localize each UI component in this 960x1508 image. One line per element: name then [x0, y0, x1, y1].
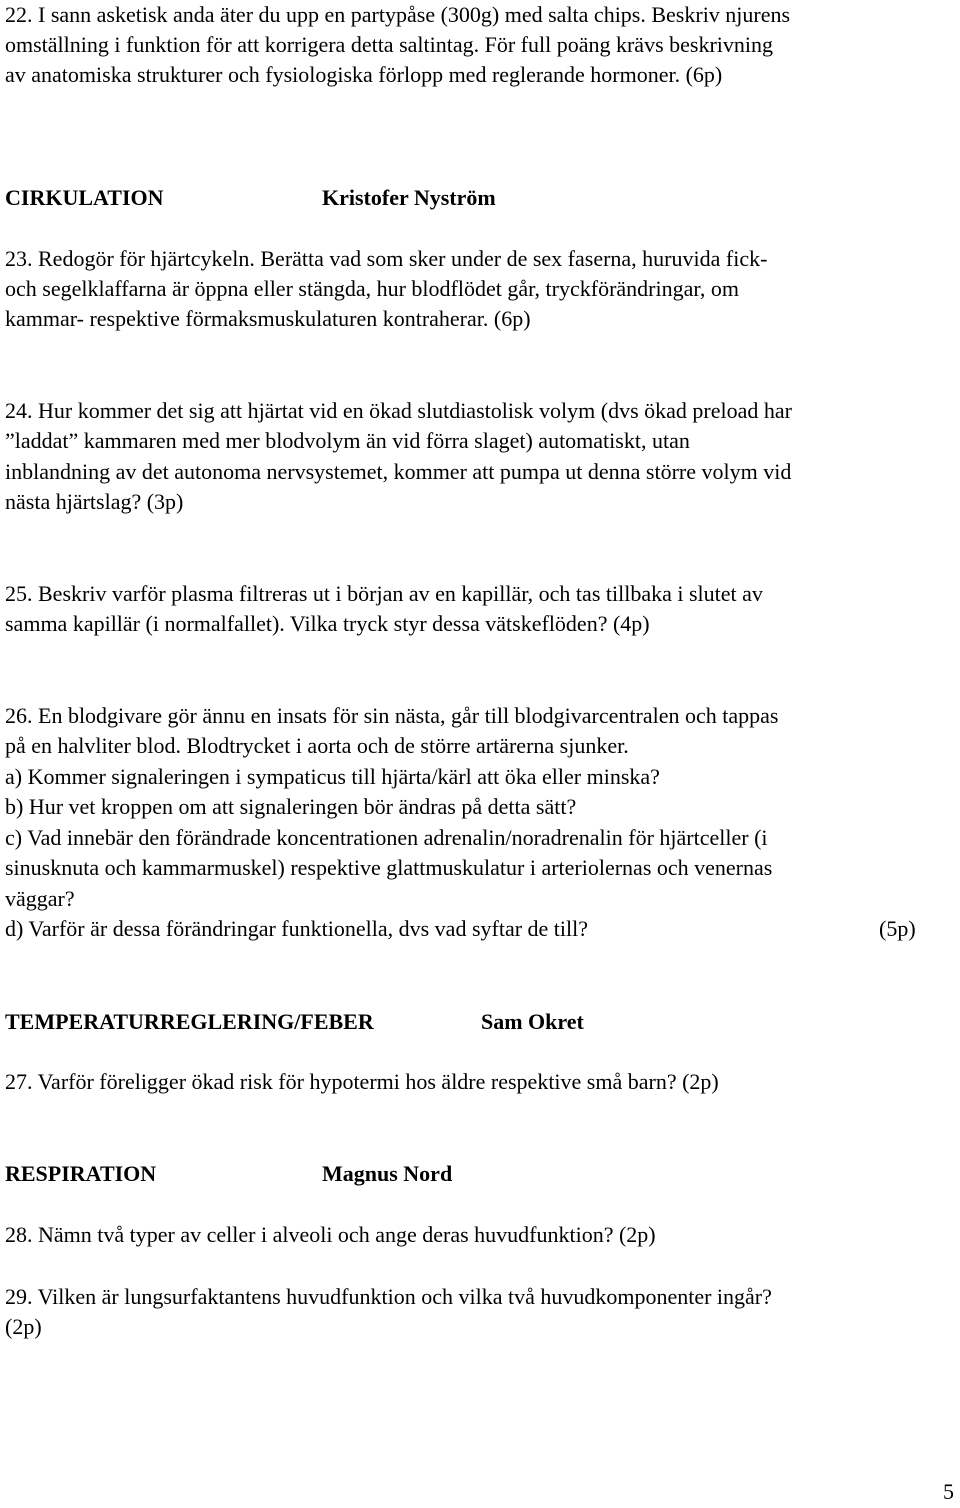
question-23-line-2: och segelklaffarna är öppna eller stängda, hur blodflödet går, tryckförändringar, om	[5, 276, 739, 301]
question-26-points: (5p)	[879, 916, 916, 941]
question-24-line-3: inblandning av det autonoma nervsystemet, kommer att pumpa ut denna större volym vid	[5, 459, 792, 484]
question-26-line-3: a) Kommer signaleringen i sympaticus till hjärta/kärl att öka eller minska?	[5, 764, 660, 789]
question-23-line-3: kammar- respektive förmaksmuskulaturen kontraherar. (6p)	[5, 306, 531, 331]
question-24-line-4: nästa hjärtslag? (3p)	[5, 489, 184, 514]
question-24-line-2: ”laddat” kammaren med mer blodvolym än vid förra slaget) automatiskt, utan	[5, 428, 690, 453]
question-26-line-2: på en halvliter blod. Blodtrycket i aorta och de större artärerna sjunker.	[5, 733, 629, 758]
question-23-line-1: 23. Redogör för hjärtcykeln. Berätta vad som sker under de sex faserna, huruvida fick-	[5, 246, 768, 271]
question-26-line-1: 26. En blodgivare gör ännu en insats för sin nästa, går till blodgivarcentralen och tappas	[5, 703, 779, 728]
section-title-temperaturreglering: TEMPERATURREGLERING/FEBER	[5, 1009, 374, 1034]
question-24-line-1: 24. Hur kommer det sig att hjärtat vid en ökad slutdiastolisk volym (dvs ökad preload har	[5, 398, 792, 423]
question-26-line-4: b) Hur vet kroppen om att signaleringen bör ändras på detta sätt?	[5, 794, 577, 819]
question-22-line-1: 22. I sann asketisk anda äter du upp en partypåse (300g) med salta chips. Beskriv njurens	[5, 2, 791, 27]
question-25-line-2: samma kapillär (i normalfallet). Vilka tryck styr dessa vätskeflöden? (4p)	[5, 611, 650, 636]
section-author-cirkulation: Kristofer Nyström	[322, 185, 496, 210]
question-26-line-5: c) Vad innebär den förändrade koncentrationen adrenalin/noradrenalin för hjärtceller (i	[5, 825, 768, 850]
question-26-line-7: väggar?	[5, 886, 75, 911]
section-title-respiration: RESPIRATION	[5, 1161, 157, 1186]
question-22-line-2: omställning i funktion för att korrigera detta saltintag. För full poäng krävs beskrivning	[5, 32, 774, 57]
question-22-line-3: av anatomiska strukturer och fysiologiska förlopp med reglerande hormoner. (6p)	[5, 62, 723, 87]
section-title-cirkulation: CIRKULATION	[5, 185, 164, 210]
question-29-line-2: (2p)	[5, 1314, 42, 1339]
question-28: 28. Nämn två typer av celler i alveoli och ange deras huvudfunktion? (2p)	[5, 1222, 656, 1247]
question-25-line-1: 25. Beskriv varför plasma filtreras ut i början av en kapillär, och tas tillbaka i slutet av	[5, 581, 763, 606]
question-29-line-1: 29. Vilken är lungsurfaktantens huvudfunktion och vilka två huvudkomponenter ingår?	[5, 1284, 772, 1309]
page-number: 5	[943, 1479, 954, 1504]
question-27: 27. Varför föreligger ökad risk för hypotermi hos äldre respektive små barn? (2p)	[5, 1069, 719, 1094]
question-26-line-6: sinusknuta och kammarmuskel) respektive glattmuskulatur i arteriolernas och venernas	[5, 855, 773, 880]
section-author-temperaturreglering: Sam Okret	[481, 1009, 584, 1034]
section-author-respiration: Magnus Nord	[322, 1161, 453, 1186]
question-26-line-8: d) Varför är dessa förändringar funktionella, dvs vad syftar de till?	[5, 916, 589, 941]
